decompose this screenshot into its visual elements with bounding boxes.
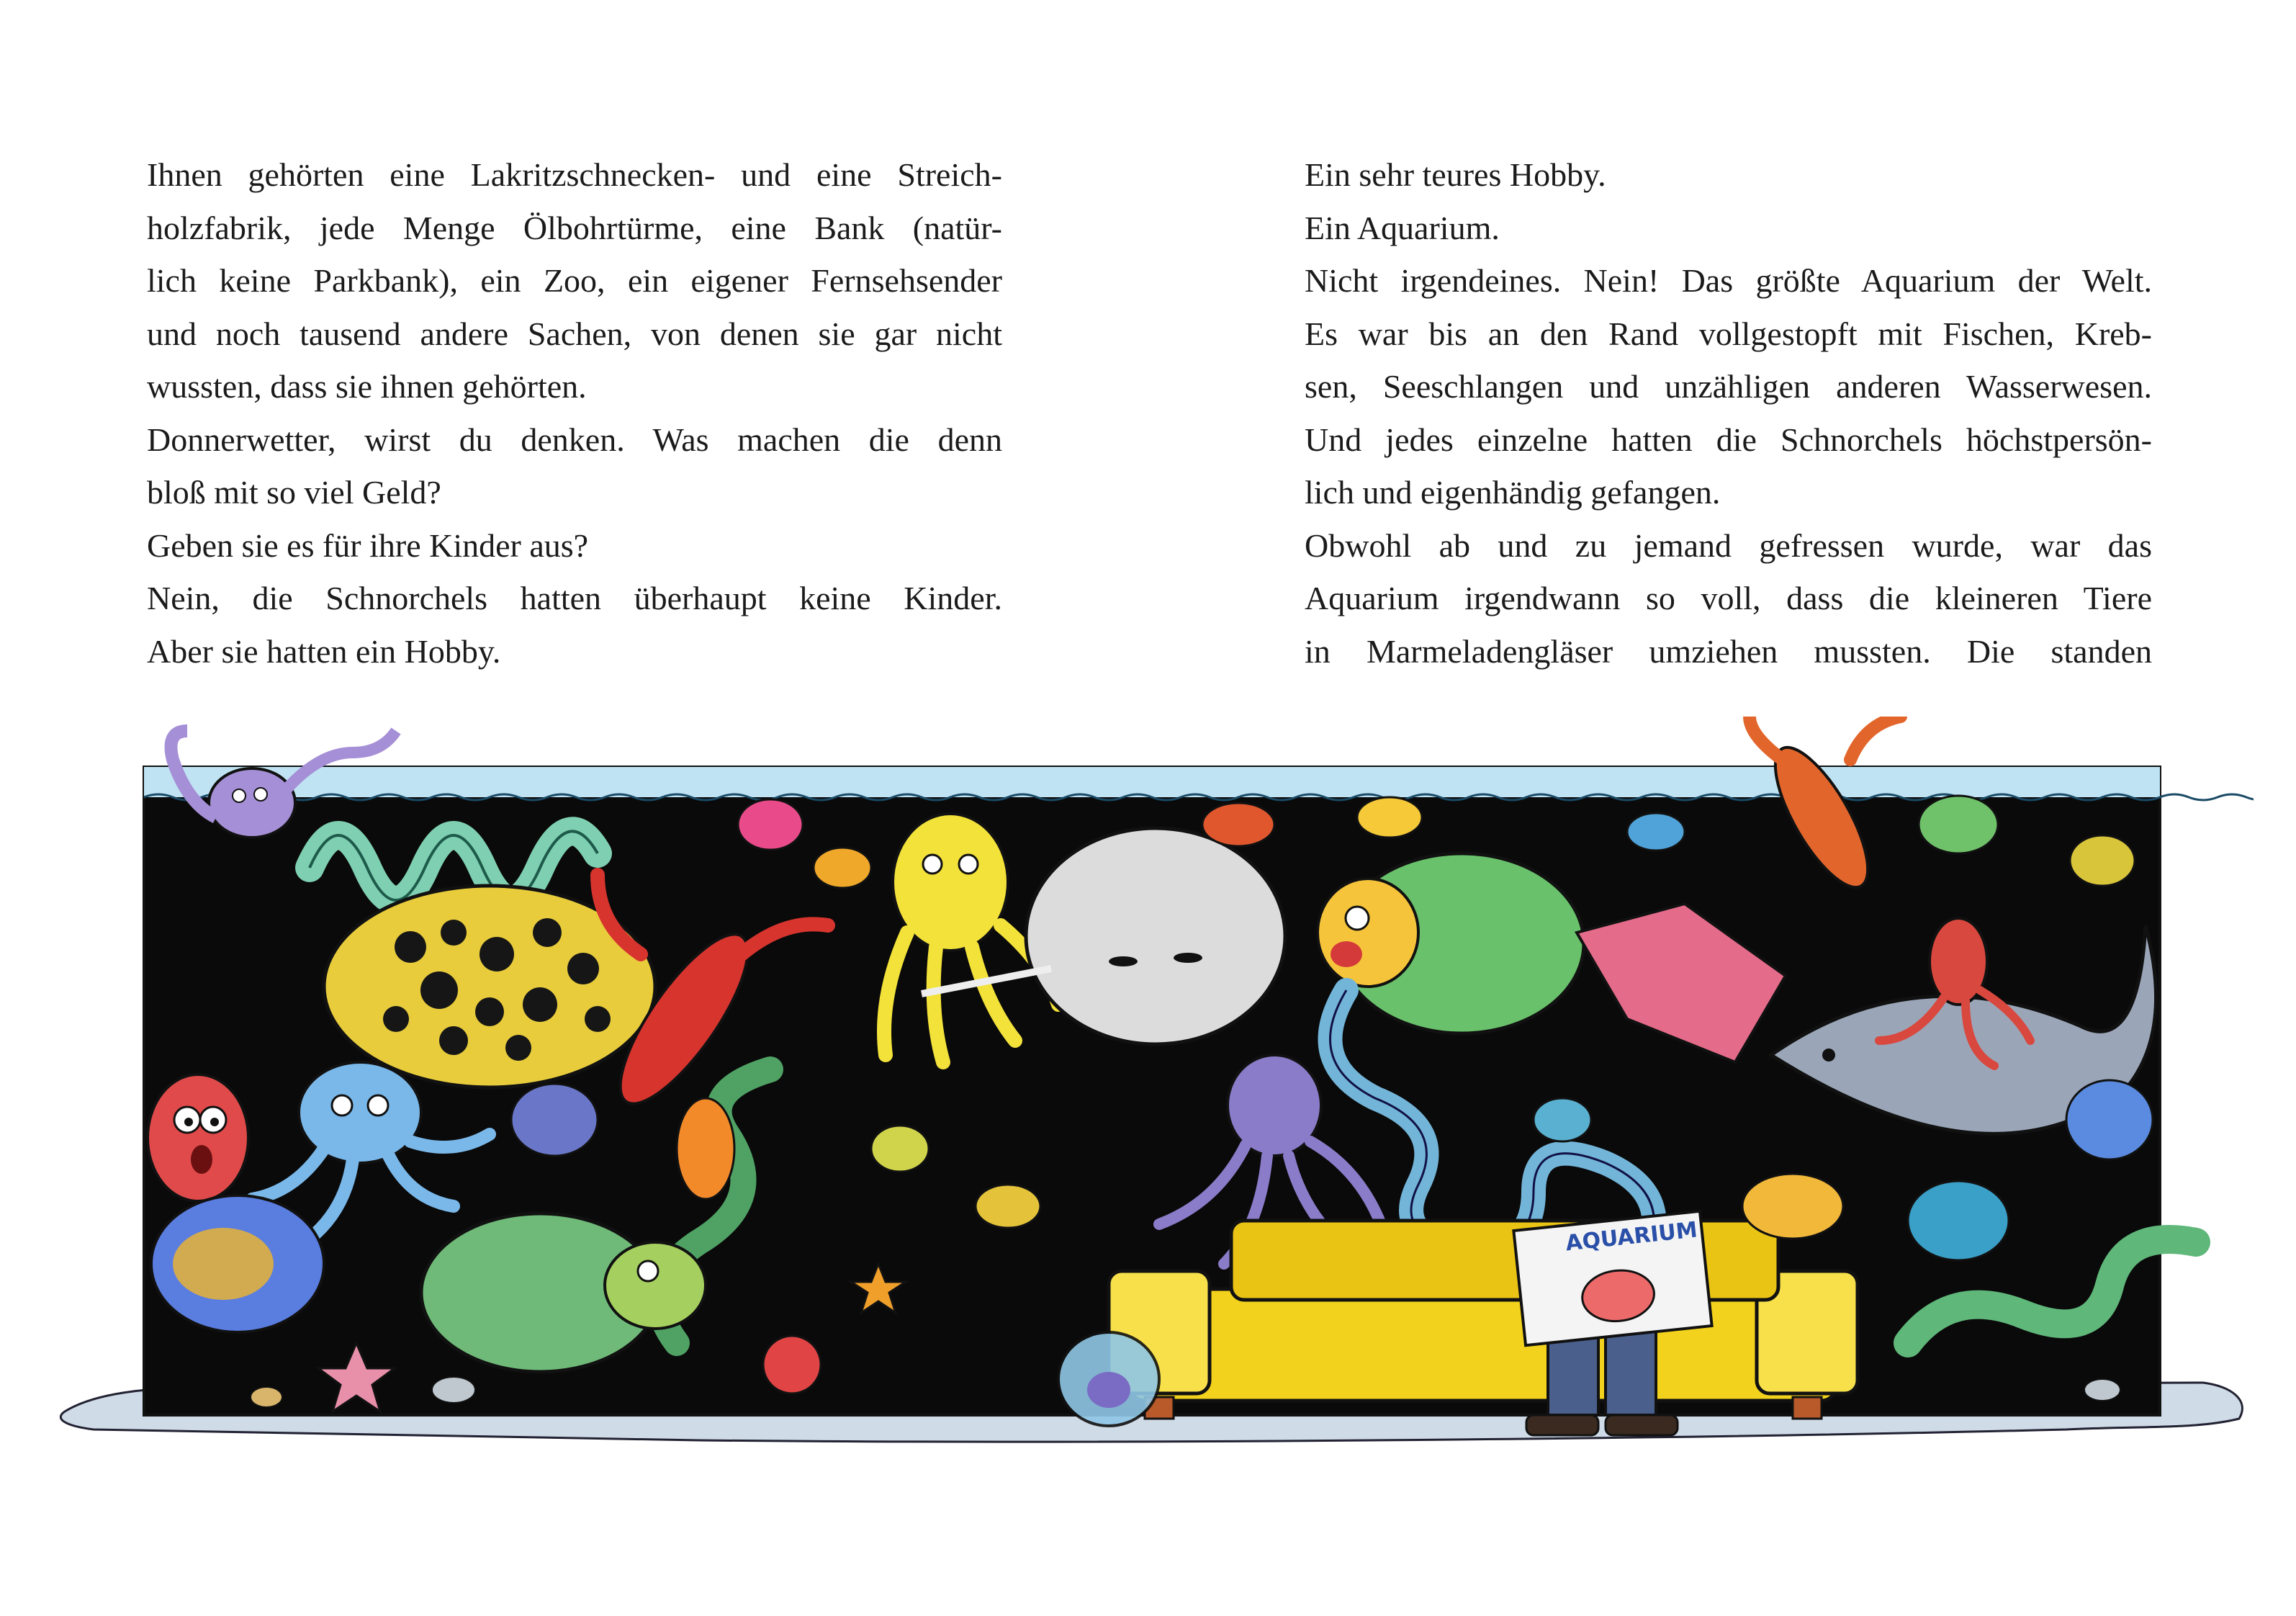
- text-line: Geben sie es für ihre Kinder aus?: [147, 526, 589, 564]
- magazine-title: AQUARIUM: [1564, 1217, 1699, 1257]
- text-line: Es war bis an den Rand vollgestopft mit Fischen, Kreb-: [1305, 315, 2152, 352]
- text-line: und noch tausend andere Sachen, von denen sie gar nicht: [147, 315, 1002, 352]
- text-line: Ihnen gehörten eine Lakritzschnecken- und eine Streich-: [147, 156, 1002, 193]
- text-line: lich keine Parkbank), ein Zoo, ein eigener Fernsehsender: [147, 262, 1002, 299]
- water-surface: [144, 767, 2160, 797]
- text-line: Aber sie hatten ein Hobby.: [147, 632, 501, 670]
- text-line: Nicht irgendeines. Nein! Das größte Aquarium der Welt.: [1305, 262, 2152, 299]
- text-line: wussten, dass sie ihnen gehörten.: [147, 368, 587, 405]
- text-line: holzfabrik, jede Menge Ölbohrtürme, eine Bank (natür-: [147, 209, 1002, 246]
- aquarium-illustration: [50, 717, 2254, 1509]
- text-line: Ein sehr teures Hobby.: [1305, 156, 1606, 193]
- text-line: Obwohl ab und zu jemand gefressen wurde, war das: [1305, 526, 2152, 564]
- text-line: bloß mit so viel Geld?: [147, 474, 441, 511]
- left-text-column: [147, 148, 1002, 678]
- text-line: Aquarium irgendwann so voll, dass die kleineren Tiere: [1305, 580, 2152, 616]
- right-text-column: [1305, 148, 2152, 678]
- aquarium-drawing: [50, 717, 2254, 1509]
- jar-with-octopus: [1058, 1332, 1159, 1426]
- text-line: Und jedes einzelne hatten die Schnorchels höchstpersön-: [1305, 421, 2152, 458]
- text-line: sen, Seeschlangen und unzähligen anderen Wasserwesen.: [1305, 368, 2152, 405]
- text-line: Donnerwetter, wirst du denken. Was machen die denn: [147, 421, 1002, 458]
- rainbow-fish: [151, 1195, 324, 1332]
- red-fish: [148, 1074, 248, 1201]
- text-line: Nein, die Schnorchels hatten überhaupt keine Kinder.: [147, 580, 1002, 616]
- text-line: Ein Aquarium.: [1305, 209, 1500, 246]
- text-line: lich und eigenhändig gefangen.: [1305, 474, 1721, 511]
- text-line: in Marmeladengläser umziehen mussten. Die standen: [1305, 632, 2152, 670]
